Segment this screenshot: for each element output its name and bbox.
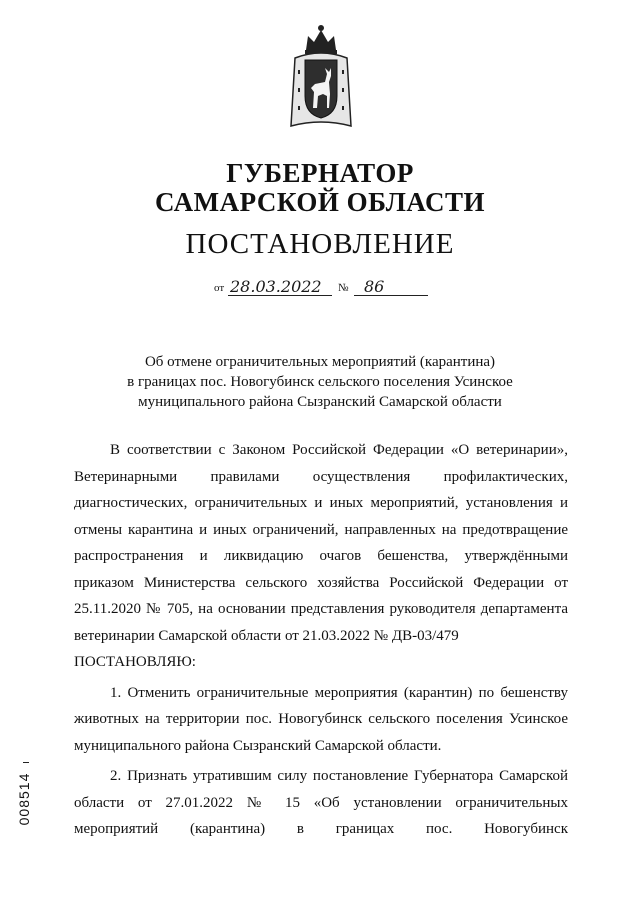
subject-line: Об отмене ограничительных мероприятий (карантина): [144, 354, 496, 370]
date-number-line: [214, 276, 434, 298]
registration-code: [12, 766, 36, 832]
registration-code-text: 008514: [16, 772, 32, 826]
issuer-title-line1: ГУБЕРНАТОР: [226, 158, 414, 188]
document-body: [74, 437, 568, 843]
issuer-title-line2: САМАРСКОЙ ОБЛАСТИ: [154, 187, 486, 217]
clause-2: 2. Признать утратившим силу постановление Губернатора Самарской области от 27.01.2022 № 15 «Об установлении ограничительных мероприятий (карантина) в границах пос. Новогубинск: [74, 768, 568, 837]
handwritten-date: 28.03.2022: [230, 277, 322, 296]
coat-of-arms-icon: [289, 22, 353, 132]
document-subject: [0, 352, 640, 412]
number-label: №: [338, 282, 349, 294]
resolution-word: ПОСТАНОВЛЯЮ:: [74, 654, 196, 670]
document-type-title: ПОСТАНОВЛЕНИЕ: [185, 228, 455, 260]
handwritten-number: 86: [364, 277, 385, 296]
clause-1: 1. Отменить ограничительные мероприятия (карантин) по бешенству животных на территории пос. Новогубинск сельского поселения Усинское муниципального района Сызранский Самарской области.: [74, 684, 568, 754]
code-tick-mark: [23, 762, 29, 763]
subject-line: в границах пос. Новогубинск сельского поселения Усинское: [127, 374, 513, 390]
preamble-paragraph: В соответствии с Законом Российской Федерации «О ветеринарии», Ветеринарными правилами осуществления профилактических, диагностических, ограничительных и иных мероприятий, установления и отмены карантина и иных ограничений, направленных на предотвращение распространения и ликвидацию очагов бешенства, утверждёнными приказом Министерства сельского хозяйства Российской Федерации от 25.11.2020 № 705, на основании представления руководителя департамента ветеринарии Самарской области от 21.03.2022 № ДВ-03/479: [74, 442, 568, 644]
subject-line: муниципального района Сызранский Самарской области: [138, 394, 502, 410]
date-label: от: [214, 282, 225, 294]
